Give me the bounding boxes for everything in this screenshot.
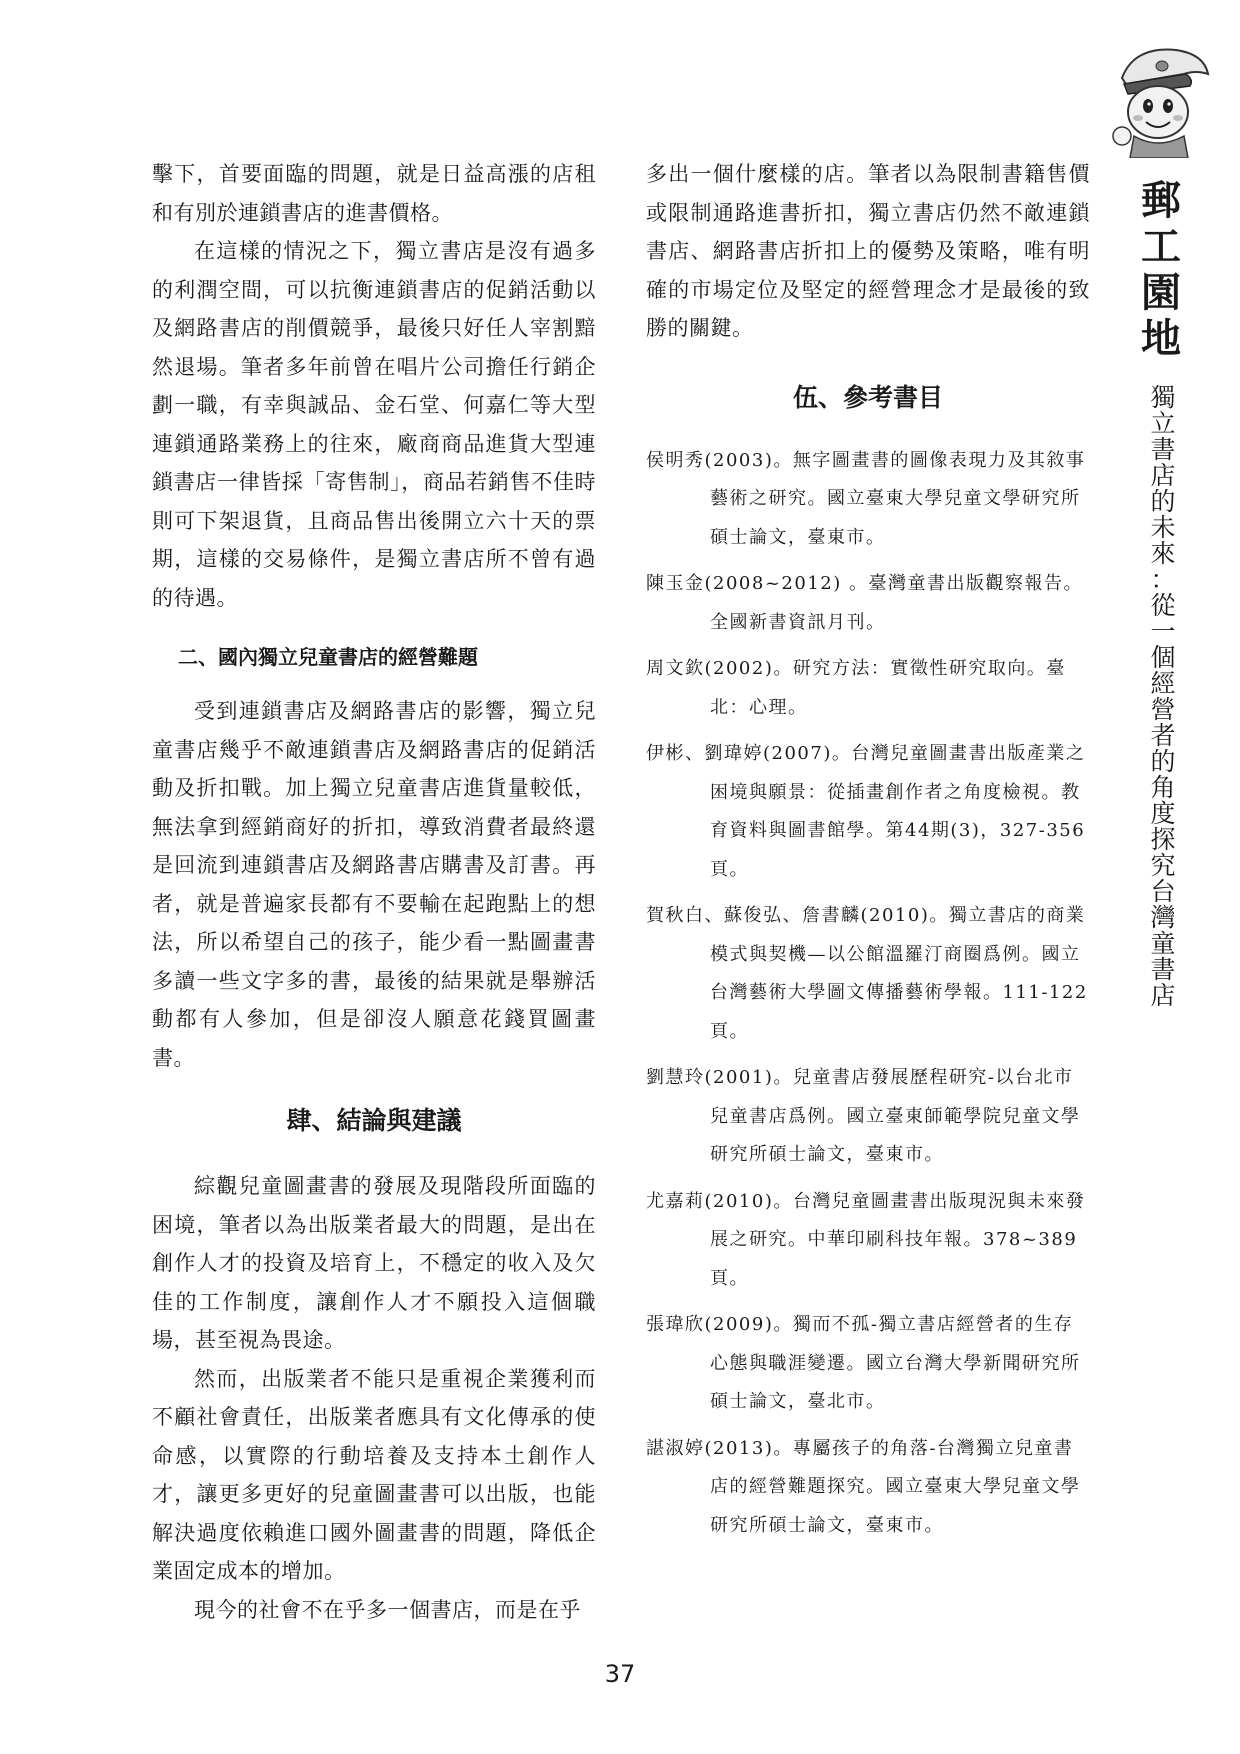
reference-item: 劉慧玲(2001)。兒童書店發展歷程研究-以台北市兒童書店爲例。國立臺東師範學院兒童文學研究所碩士論文，臺東市。 <box>646 1067 1081 1165</box>
body-paragraph: 多出一個什麼樣的店。筆者以為限制書籍售價或限制通路進書折扣，獨立書店仍然不敵連鎖書店、網路書店折扣上的優勢及策略，唯有明確的市場定位及堅定的經營理念才是最後的致勝的關鍵。 <box>646 162 1090 340</box>
sidebar-title-char: 地 <box>1141 315 1181 362</box>
sidebar-subtitle-char: 未 <box>1150 513 1176 542</box>
sidebar-subtitle-char: 的 <box>1150 747 1176 776</box>
sidebar-subtitle-char: 角 <box>1150 773 1176 802</box>
reference-item: 陳玉金(2008~2012) 。臺灣童書出版觀察報告。全國新書資訊月刊。 <box>646 573 1083 633</box>
sidebar-subtitle-char: 店 <box>1150 981 1176 1010</box>
page-number: 37 <box>604 1660 636 1688</box>
reference-item: 張瑋欣(2009)。獨而不孤-獨立書店經營者的生存心態與職涯變遷。國立台灣大學新聞研究所碩士論文，臺北市。 <box>646 1314 1081 1412</box>
body-paragraph: 然而，出版業者不能只是重視企業獲利而不顧社會責任，出版業者應具有文化傳承的使命感，以實際的行動培養及支持本土創作人才，讓更多更好的兒童圖畫書可以出版，也能解決過度依賴進口國外圖畫書的問題，降低企業固定成本的增加。 <box>152 1366 596 1583</box>
sidebar-title-char: 工 <box>1141 223 1181 270</box>
reference-item: 侯明秀(2003)。無字圖畫書的圖像表現力及其敘事藝術之研究。國立臺東大學兒童文學研究所碩士論文，臺東市。 <box>646 449 1086 548</box>
sidebar-subtitle-char: 經 <box>1150 669 1176 698</box>
sidebar-subtitle-char: 來 <box>1150 539 1176 568</box>
sidebar-subtitle-char: 個 <box>1150 643 1176 672</box>
body-paragraph: 擊下，首要面臨的問題，就是日益高漲的店租和有別於連鎖書店的進書價格。 <box>152 162 596 225</box>
reference-item: 伊彬、劉瑋婷(2007)。台灣兒童圖畫書出版產業之困境與願景：從插畫創作者之角度檢視。教育資料與圖書館學。第44期(3)，327-356頁。 <box>646 743 1086 880</box>
body-paragraph: 受到連鎖書店及網路書店的影響，獨立兒童書店幾乎不敵連鎖書店及網路書店的促銷活動及折扣戰。加上獨立兒童書店進貨量較低，無法拿到經銷商好的折扣，導致消費者最終還是回流到連鎖書店及網路書店購書及訂書。再者，就是普遍家長都有不要輸在起跑點上的想法，所以希望自己的孩子，能少看一點圖畫書多讀一些文字多的書，最後的結果就是舉辦活動都有人參加，但是卻沒人願意花錢買圖畫書。 <box>152 699 596 1070</box>
sidebar-subtitle-char: 究 <box>1150 851 1176 880</box>
sidebar-title-char: 園 <box>1141 269 1181 316</box>
sidebar-subtitle-char: 探 <box>1150 825 1176 854</box>
sidebar-subtitle-char: 店 <box>1150 461 1176 490</box>
section-title-references: 伍、參考書目 <box>792 382 943 412</box>
sidebar-subtitle-char: 獨 <box>1150 383 1176 412</box>
mascot-postman-icon <box>1104 40 1214 158</box>
sidebar-article-title <box>1141 385 1185 1009</box>
sidebar-subtitle-char: ： <box>1150 565 1176 594</box>
body-paragraph: 現今的社會不在乎多一個書店，而是在乎 <box>194 1597 581 1622</box>
sidebar-subtitle-char: 度 <box>1150 799 1176 828</box>
sidebar-subtitle-char: 的 <box>1150 487 1176 516</box>
reference-item: 賀秋白、蘇俊弘、詹書麟(2010)。獨立書店的商業模式與契機—以公館溫羅汀商圈爲例。國立台灣藝術大學圖文傳播藝術學報。111-122頁。 <box>646 905 1088 1042</box>
sidebar-title-char: 郵 <box>1141 177 1181 224</box>
right-column <box>646 155 1090 1553</box>
sidebar-subtitle-char: 從 <box>1150 591 1176 620</box>
reference-list <box>646 442 1090 1546</box>
section-title-conclusion: 肆、結論與建議 <box>286 1106 462 1135</box>
sidebar-subtitle-char: 灣 <box>1150 903 1176 932</box>
sidebar-subtitle-char: 營 <box>1150 695 1176 724</box>
sidebar-subtitle-char: 一 <box>1150 617 1176 646</box>
reference-item: 尤嘉莉(2010)。台灣兒童圖畫書出版現況與未來發展之研究。中華印刷科技年報。378~389頁。 <box>646 1190 1086 1289</box>
sidebar-column-title <box>1131 178 1191 362</box>
sidebar-subtitle-char: 童 <box>1150 929 1176 958</box>
sidebar-subtitle-char: 立 <box>1150 409 1176 438</box>
body-paragraph: 在這樣的情況之下，獨立書店是沒有過多的利潤空間，可以抗衡連鎖書店的促銷活動以及網路書店的削價競爭，最後只好任人宰割黯然退場。筆者多年前曾在唱片公司擔任行銷企劃一職，有幸與誠品、金石堂、何嘉仁等大型連鎖通路業務上的往來，廠商商品進貨大型連鎖書店一律皆採「寄售制」，商品若銷售不佳時則可下架退貨，且商品售出後開立六十天的票期，這樣的交易條件，是獨立書店所不曾有過的待遇。 <box>152 239 596 610</box>
sidebar-subtitle-char: 書 <box>1150 435 1176 464</box>
sidebar-subtitle-char: 書 <box>1150 955 1176 984</box>
sidebar-subtitle-char: 者 <box>1150 721 1176 750</box>
reference-item: 周文欽(2002)。研究方法：實徵性研究取向。臺北：心理。 <box>646 658 1066 718</box>
left-column <box>152 155 596 1629</box>
sidebar-subtitle-char: 台 <box>1150 877 1176 906</box>
body-paragraph: 綜觀兒童圖畫書的發展及現階段所面臨的困境，筆者以為出版業者最大的問題，是出在創作人才的投資及培育上，不穩定的收入及欠佳的工作制度，讓創作人才不願投入這個職場，甚至視為畏途。 <box>152 1174 596 1352</box>
subheading: 二、國內獨立兒童書店的經營難題 <box>178 645 478 669</box>
reference-item: 諶淑婷(2013)。專屬孩子的角落-台灣獨立兒童書店的經營難題探究。國立臺東大學兒童文學研究所碩士論文，臺東市。 <box>646 1437 1081 1536</box>
